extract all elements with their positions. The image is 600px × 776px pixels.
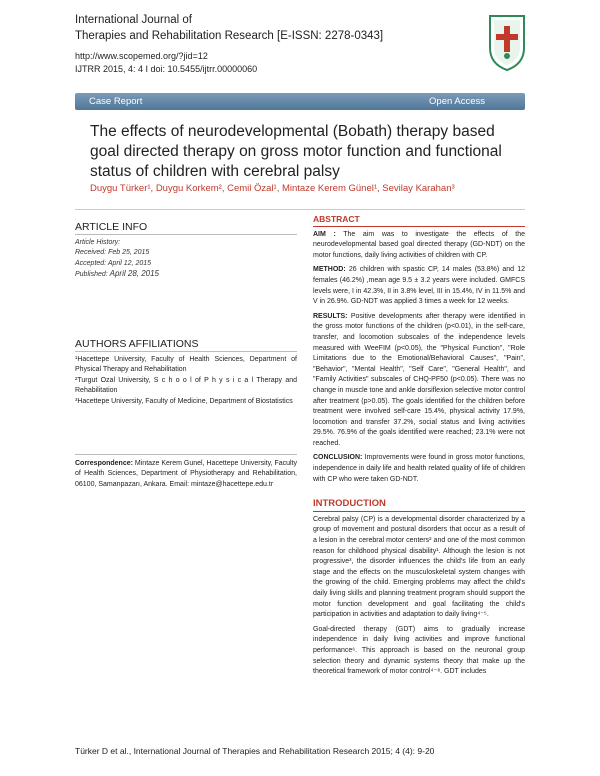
affiliation-3: ³Hacettepe University, Faculty of Medicine, Department of Biostatistics xyxy=(75,397,293,405)
open-access-label[interactable]: Open Access xyxy=(429,96,485,107)
journal-logo-icon xyxy=(486,14,528,72)
affiliation-2: ²Turgut Ozal University, S c h o o l of P h y s i c a l Therapy and Rehabilitation xyxy=(75,376,297,395)
correspondence xyxy=(75,454,297,491)
introduction-heading: INTRODUCTION xyxy=(313,499,525,512)
affiliations-heading: AUTHORS AFFILIATIONS xyxy=(75,339,297,352)
abstract-conclusion xyxy=(313,453,525,485)
journal-url[interactable]: http://www.scopemed.org/?jid=12 xyxy=(75,51,208,61)
header-divider xyxy=(75,209,525,210)
aim-label: AIM : xyxy=(313,230,336,238)
author-list: Duygu Türker¹, Duygu Korkem², Cemil Özal¹, Mintaze Kerem Günel¹, Sevilay Karahan³ xyxy=(90,183,455,194)
article-history xyxy=(75,238,297,281)
published-value: April 28, 2015 xyxy=(109,269,160,279)
article-title: The effects of neurodevelopmental (Bobath) therapy based goal directed therapy on gross motor function and functional status of children with cerebral palsy xyxy=(90,123,502,180)
received-date: Received: Feb 25, 2015 xyxy=(75,249,150,257)
conclusion-text: Improvements were found in gross motor functions, independence in daily life and health related quality of life of children with CP who were taken GD-NDT. xyxy=(313,454,525,483)
published-label: Published: xyxy=(75,271,110,279)
journal-citation: IJTRR 2015, 4: 4 I doi: 10.5455/ijtrr.00000060 xyxy=(75,64,258,74)
method-text: 26 children with spastic CP, 14 males (53.8%) and 12 females (46.2%) ,mean age 9.5 ± 3.2 years were included. GMFCS levels were, I in 42.3%, II in 3.8% level, III in 15.4%, IV in 11.5% and V in 26.9%. GD-NDT was applied 3 times a week for 12 weeks. xyxy=(313,266,525,306)
correspondence-text: Mintaze Kerem Gunel, Hacettepe University, Faculty of Health Sciences, Department of Physiotherapy and Rehabilitation, 06100, Samanpazarı, Ankara. Email: mintaze@hacettepe.edu.tr xyxy=(75,459,298,488)
results-text: Positive developments after therapy were identified in the gross motor functions of the children (p<0.01), in the self-care, transfer, and locomotion subscales of the independence levels measured with WeeFIM (p<0.05), the "Physical Function", "Role Limitations due to the Emotional/Behavioral Causes", "Pain", "Behavior", "Mental Health", "Self Care", "General Health", and "Family Activities" subscales of CHQ-PF50 (p<0.05). There was no change in muscle tone and ankle dorsiflexion selective motor control after treatment (p>0.05). The goals identified for the children before treatment were involved self-care 15.4%, physical activity 17.9%, locomotion and transfer 37.2%, social status and living activities 29.5%. 76.9% of the goals identified were reached; 23.1% were not reached. xyxy=(313,312,525,447)
page-footer: Türker D et al., International Journal of Therapies and Rehabilitation Research 2015; 4 (4): 9-20 xyxy=(75,746,435,756)
history-label: Article History: xyxy=(75,238,121,246)
abstract-results xyxy=(313,312,525,450)
journal-meta xyxy=(75,50,257,76)
correspondence-label: Correspondence: xyxy=(75,459,133,467)
method-label: METHOD: xyxy=(313,266,346,274)
case-report-label: Case Report xyxy=(89,96,143,107)
aim-text: The aim was to investigate the effects of the neurodevelopmental based goal directed therapy (GD-NDT) on the motor functions, daily living activities of children with CP. xyxy=(313,230,526,259)
results-label: RESULTS: xyxy=(313,312,348,320)
conclusion-label: CONCLUSION: xyxy=(313,454,363,462)
abstract-method xyxy=(313,265,525,307)
article-info-heading: ARTICLE INFO xyxy=(75,222,297,235)
right-column xyxy=(313,214,525,682)
accepted-date: Accepted: April 12, 2015 xyxy=(75,259,152,267)
introduction-paragraph-2: Goal-directed therapy (GDT) aims to gradually increase independence in daily living activities and improve functional performance⁶. This approach is based on the neuronal group selection theory and dynamic systems theory that make up the theoretical framework of motor control⁴⁻⁸. GDT includes xyxy=(313,625,525,676)
journal-name-line2: Therapies and Rehabilitation Research [E-ISSN: 2278-0343] xyxy=(75,30,384,42)
introduction-paragraph-1: Cerebral palsy (CP) is a developmental disorder characterized by a group of movement and postural disorders that occur as a result of a lesion in the cerebral motor centers² and one of the most common reason for childhood physical disability¹. Although the lesion is not progressive³, the disorder influences the child's life from an early stage and the effects on the musculoskeletal system changes with the growing of the child. Emerging problems may affect the child's daily living skills and planning treatment program should support the motor function development and goal facilitating the child's participation in activities and adaptation to daily living⁴⁻⁵. xyxy=(313,515,525,619)
affiliation-1: ¹Hacettepe University, Faculty of Health Sciences, Department of Physical Therapy and Rehabilitation xyxy=(75,355,297,374)
left-column xyxy=(75,222,297,490)
journal-name-line1: International Journal of xyxy=(75,14,192,26)
abstract-heading: ABSTRACT xyxy=(313,214,525,227)
article-type-banner xyxy=(75,93,525,110)
abstract-aim xyxy=(313,230,525,262)
journal-header xyxy=(75,12,383,44)
published-date xyxy=(75,269,297,281)
